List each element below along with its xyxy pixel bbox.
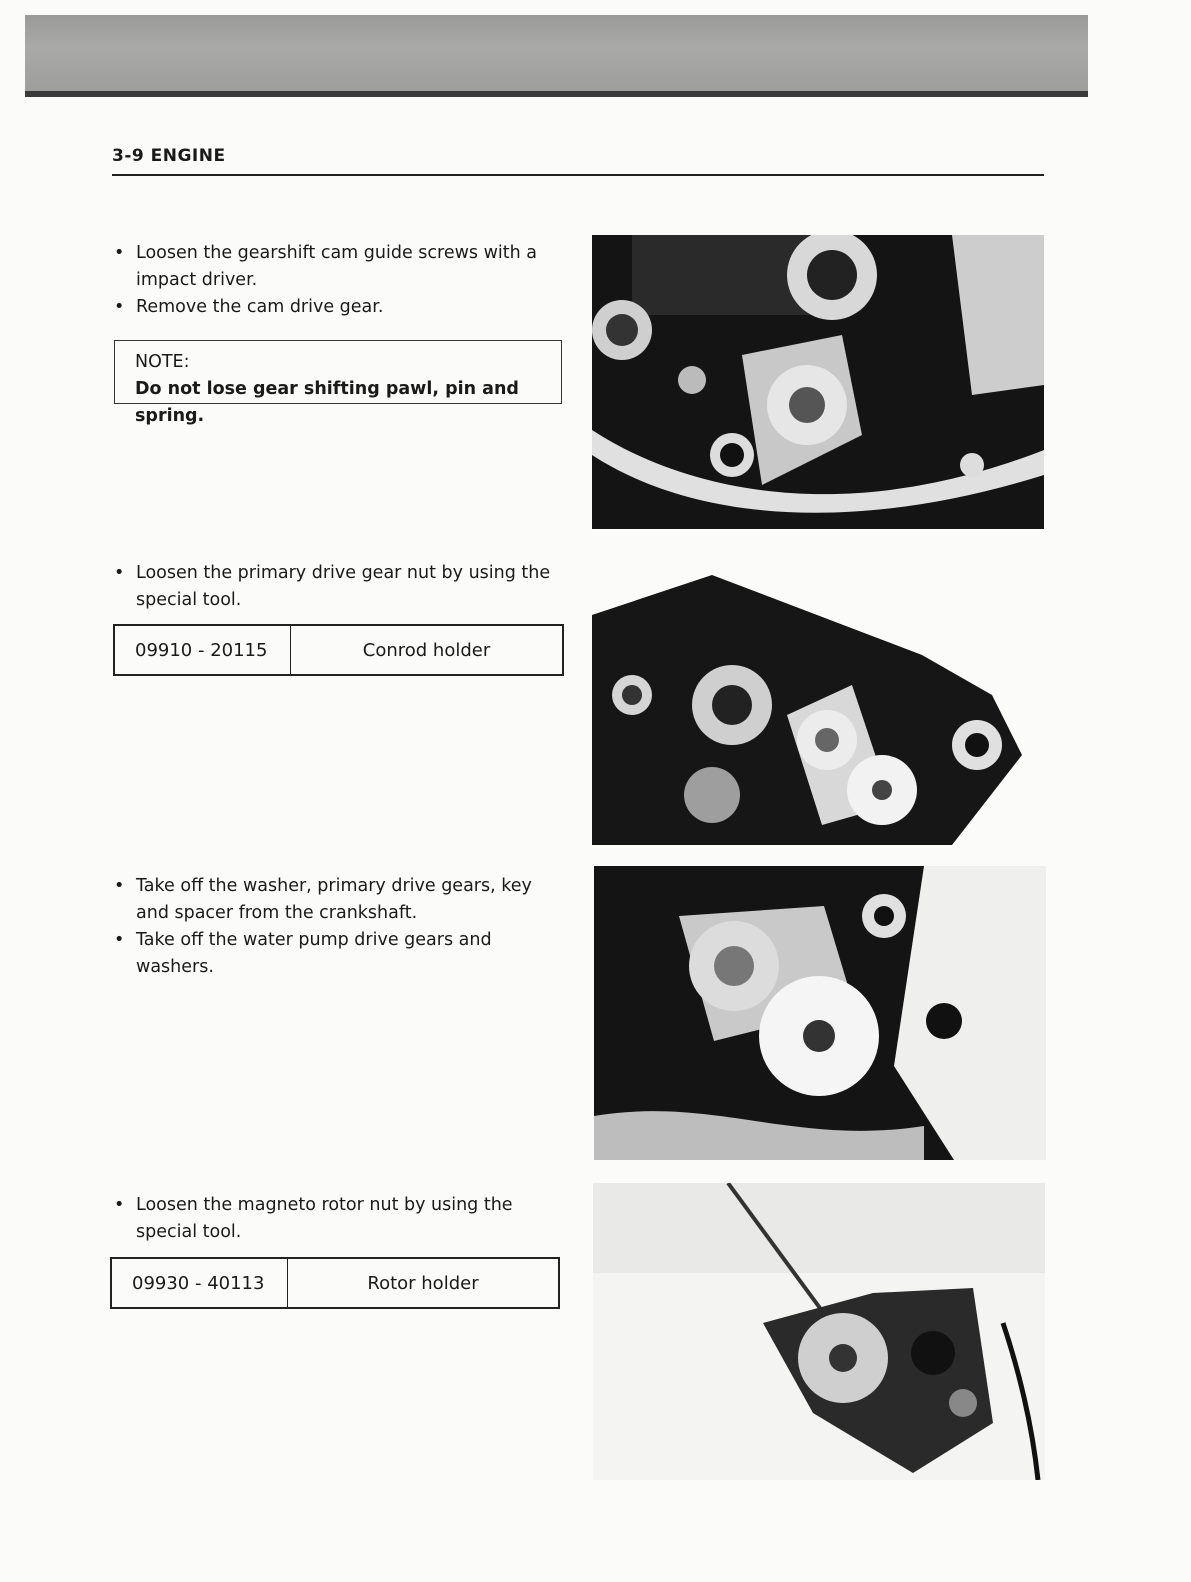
note-label: NOTE:	[135, 352, 190, 372]
bullet-item: • Take off the water pump drive gears and washers.	[112, 927, 567, 981]
page-header	[112, 146, 1044, 176]
special-tool-table-1	[113, 624, 564, 676]
bullet-item: • Loosen the primary drive gear nut by using the special tool.	[112, 560, 567, 614]
tool-part-number: 09910 - 20115	[115, 626, 291, 674]
step-2-text	[112, 560, 567, 614]
bullet-item: • Take off the washer, primary drive gears, key and spacer from the crankshaft.	[112, 873, 567, 927]
tool-name: Rotor holder	[367, 1272, 479, 1294]
tool-part-number: 09930 - 40113	[112, 1259, 288, 1307]
section-title: 3-9 ENGINE	[112, 146, 226, 166]
bullet-item: • Loosen the gearshift cam guide screws with a impact driver.	[112, 240, 567, 294]
photo-primary-drive-gears	[594, 866, 1046, 1160]
note-box	[114, 340, 562, 426]
photo-primary-drive-gear-nut	[592, 555, 1022, 845]
note-text: Do not lose gear shifting pawl, pin and spring.	[135, 379, 519, 426]
photo-magneto-rotor-nut	[593, 1183, 1045, 1480]
step-4-text	[112, 1192, 567, 1246]
step-3-text	[112, 873, 567, 981]
bullet-item: • Remove the cam drive gear.	[112, 294, 567, 321]
special-tool-table-2	[110, 1257, 560, 1309]
bullet-item: • Loosen the magneto rotor nut by using the special tool.	[112, 1192, 567, 1246]
photo-gearshift-cam-guide	[592, 235, 1044, 529]
page-top-band	[25, 15, 1088, 97]
tool-name: Conrod holder	[362, 639, 491, 661]
step-1-text	[112, 240, 567, 321]
